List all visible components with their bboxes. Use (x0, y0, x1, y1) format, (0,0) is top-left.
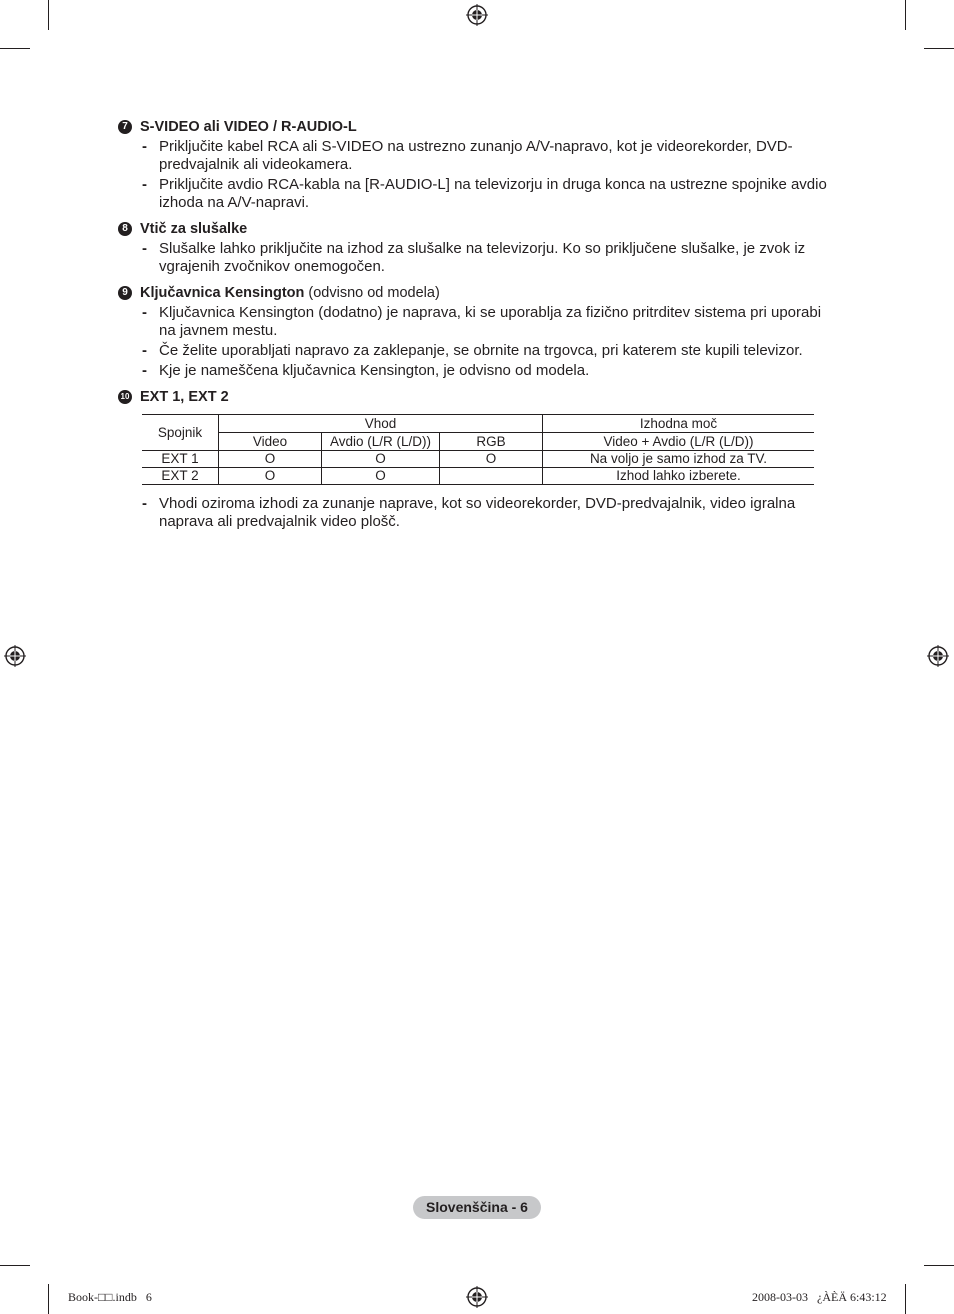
list-item: - Če želite uporabljati napravo za zaklepanje, se obrnite na trgovca, pri katerem ste kupili televizor. (142, 342, 803, 359)
title-text: Vtič za slušalke (140, 221, 248, 237)
table-cell: O (219, 468, 322, 485)
section-kensington (118, 284, 830, 380)
bullet-text: Priključite avdio RCA-kabla na [R-AUDIO-L] na televizorju in druga konca na ustrezne spojnike avdio izhoda na A/V-napravi. (159, 176, 827, 211)
table-header: Video (219, 433, 322, 451)
table-header: Vhod (219, 415, 543, 433)
crop-mark (924, 48, 954, 49)
crop-mark (48, 1284, 49, 1314)
table-cell: O (440, 451, 543, 468)
connector-table (142, 414, 814, 485)
section-ext (118, 388, 830, 531)
title-part: VIDEO / R-AUDIO-L (223, 119, 357, 135)
title-part: ali (199, 119, 224, 135)
title-text: Ključavnica Kensington (140, 285, 305, 301)
table-header: Spojnik (142, 415, 219, 451)
crop-mark (48, 0, 49, 30)
page-number-badge: Slovenščina - 6 (413, 1196, 541, 1219)
crop-mark (0, 48, 30, 49)
section-title (118, 284, 830, 302)
page-content (118, 118, 830, 539)
section-title (118, 388, 830, 406)
bullet-text: Kje je nameščena ključavnica Kensington, je odvisno od modela. (159, 362, 590, 379)
table-cell (440, 468, 543, 485)
list-item: - Ključavnica Kensington (dodatno) je naprava, ki se uporablja za fizično pritrditev sistema pri uporabi na javnem mestu. (142, 304, 822, 339)
bullet-text: Ključavnica Kensington (dodatno) je naprava, ki se uporablja za fizično pritrditev sistema pri uporabi na javnem mestu. (159, 304, 822, 339)
print-slug-left: Book-□□.indb 6 (68, 1290, 152, 1304)
list-item: - Vhodi oziroma izhodi za zunanje naprave, kot so videorekorder, DVD-predvajalnik, video igralna naprava ali predvajalnik video plošč. (142, 495, 796, 530)
table-cell: O (322, 468, 440, 485)
crop-mark (905, 0, 906, 30)
table-row (142, 451, 814, 468)
list-item: - Kje je nameščena ključavnica Kensington, je odvisno od modela. (142, 362, 590, 379)
section-number-badge: 7 (118, 120, 132, 134)
table-cell: Na voljo je samo izhod za TV. (543, 451, 815, 468)
section-number-badge: 9 (118, 286, 132, 300)
registration-mark-icon (466, 1286, 488, 1308)
table-cell: EXT 1 (142, 451, 219, 468)
bullet-text: Slušalke lahko priključite na izhod za slušalke na televizorju. Ko so priključene slušalke, je zvok iz vgrajenih zvočnikov onemogočen. (159, 240, 806, 275)
registration-mark-icon (4, 645, 26, 667)
section-title (118, 220, 830, 238)
table-cell: O (322, 451, 440, 468)
title-suffix: (odvisno od modela) (304, 285, 440, 301)
table-cell: Izhod lahko izberete. (543, 468, 815, 485)
bullet-text: Če želite uporabljati napravo za zaklepanje, se obrnite na trgovca, pri katerem ste kupili televizor. (159, 342, 803, 359)
print-slug-right: 2008-03-03 ¿ÀÈÄ 6:43:12 (752, 1290, 887, 1304)
section-headphones (118, 220, 830, 276)
list-item: - Priključite avdio RCA-kabla na [R-AUDIO-L] na televizorju in druga konca na ustrezne spojnike avdio izhoda na A/V-napravi. (142, 176, 827, 211)
table-cell: EXT 2 (142, 468, 219, 485)
table-row (142, 468, 814, 485)
crop-mark (924, 1265, 954, 1266)
crop-mark (905, 1284, 906, 1314)
title-part: S-VIDEO (140, 119, 200, 135)
list-item: - Slušalke lahko priključite na izhod za slušalke na televizorju. Ko so priključene slušalke, je zvok iz vgrajenih zvočnikov onemogočen. (142, 240, 806, 275)
table-header: Izhodna moč (543, 415, 815, 433)
table-header: Video + Avdio (L/R (L/D)) (543, 433, 815, 451)
registration-mark-icon (927, 645, 949, 667)
section-svideo (118, 118, 830, 212)
crop-mark (0, 1265, 30, 1266)
section-number-badge: 10 (118, 390, 132, 404)
title-text: EXT 1, EXT 2 (140, 389, 229, 405)
bullet-text: Vhodi oziroma izhodi za zunanje naprave, kot so videorekorder, DVD-predvajalnik, video igralna naprava ali predvajalnik video plošč. (159, 495, 796, 530)
table-cell: O (219, 451, 322, 468)
table-header: Avdio (L/R (L/D)) (322, 433, 440, 451)
table-header: RGB (440, 433, 543, 451)
registration-mark-icon (466, 4, 488, 26)
section-title (118, 118, 830, 136)
list-item: - Priključite kabel RCA ali S-VIDEO na ustrezno zunanjo A/V-napravo, kot je videorekorder, DVD-predvajalnik ali videokamera. (142, 138, 793, 173)
section-number-badge: 8 (118, 222, 132, 236)
bullet-text: Priključite kabel RCA ali S-VIDEO na ustrezno zunanjo A/V-napravo, kot je videorekorder, DVD-predvajalnik ali videokamera. (159, 138, 793, 173)
